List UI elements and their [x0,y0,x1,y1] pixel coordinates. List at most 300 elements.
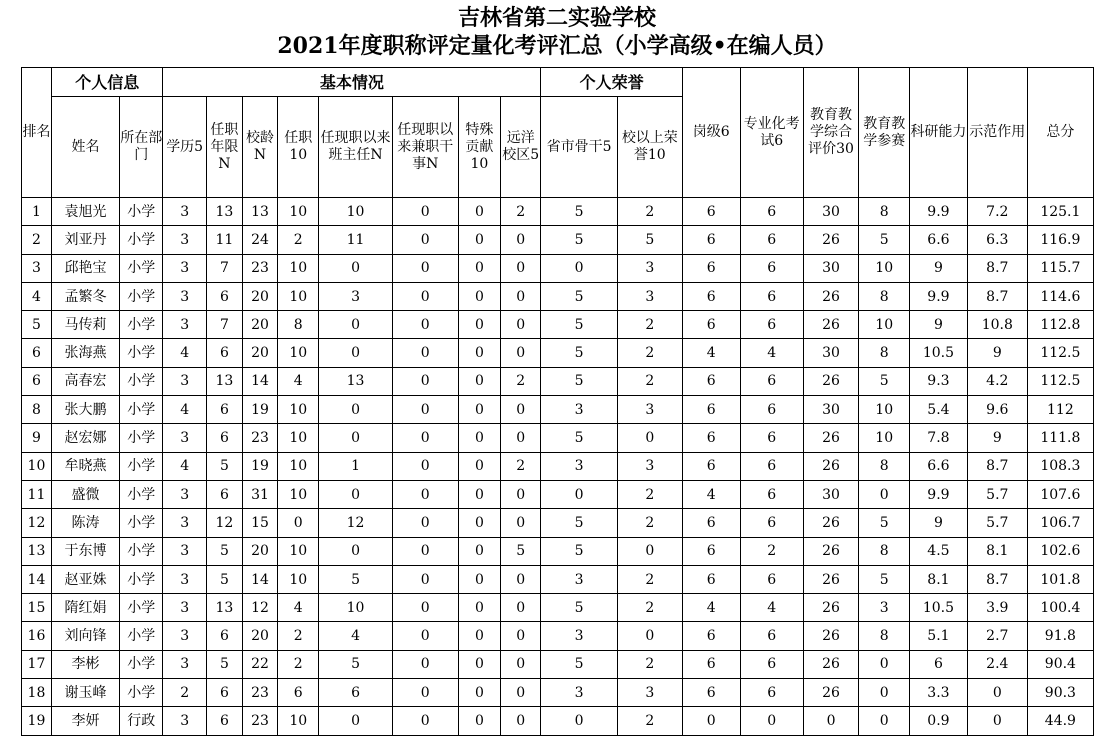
table-cell: 行政 [120,707,163,735]
table-cell: 4.2 [967,367,1027,395]
table-row [22,226,1094,254]
table-cell: 8 [859,452,910,480]
table-cell: 5 [541,226,617,254]
table-cell: 26 [803,679,859,707]
table-cell: 5 [541,367,617,395]
table-cell: 10 [859,424,910,452]
col-header-level: 岗级6 [682,68,740,198]
table-cell: 0 [501,254,541,282]
table-cell: 112.8 [1027,311,1093,339]
table-cell: 3 [617,679,682,707]
table-cell: 6 [682,424,740,452]
table-cell: 0 [458,311,500,339]
table-row [22,367,1094,395]
table-cell: 2 [617,339,682,367]
table-cell: 19 [22,707,52,735]
table-cell: 15 [22,594,52,622]
table-cell: 0 [392,622,458,650]
table-cell: 5 [501,537,541,565]
table-cell: 4 [682,480,740,508]
table-row [22,594,1094,622]
table-cell: 6 [682,254,740,282]
col-header-headteacher: 任现职以来班主任N [319,97,392,198]
table-cell: 0 [501,282,541,310]
table-cell: 3.9 [967,594,1027,622]
table-cell: 6.3 [967,226,1027,254]
table-cell: 2.7 [967,622,1027,650]
table-cell: 10 [22,452,52,480]
table-cell: 0 [617,424,682,452]
table-cell: 5 [541,198,617,226]
table-cell: 6 [206,339,242,367]
col-header-backbone: 省市骨干5 [541,97,617,198]
table-cell: 6 [740,311,803,339]
table-cell: 0 [392,650,458,678]
table-cell: 0 [859,707,910,735]
table-cell: 8 [22,396,52,424]
table-cell: 0 [967,707,1027,735]
table-cell: 小学 [120,594,163,622]
table-cell: 116.9 [1027,226,1093,254]
table-cell: 91.8 [1027,622,1093,650]
table-cell: 6 [740,226,803,254]
table-cell: 20 [242,311,277,339]
table-cell: 4 [319,622,392,650]
table-cell: 6 [740,509,803,537]
table-cell: 2 [501,452,541,480]
col-header-schoolhonor: 校以上荣誉10 [617,97,682,198]
table-cell: 0 [458,565,500,593]
table-cell: 6 [22,339,52,367]
table-cell: 0 [967,679,1027,707]
table-cell: 6 [740,480,803,508]
table-cell: 0 [458,339,500,367]
table-cell: 3 [163,198,206,226]
table-cell: 6 [910,650,968,678]
table-cell: 5 [22,311,52,339]
table-cell: 0 [392,254,458,282]
table-cell: 3 [541,452,617,480]
table-cell: 3.3 [910,679,968,707]
table-cell: 3 [163,509,206,537]
table-cell: 18 [22,679,52,707]
table-cell: 1 [22,198,52,226]
table-cell: 4 [682,594,740,622]
table-cell: 2 [501,198,541,226]
table-cell: 10 [278,707,319,735]
table-cell: 小学 [120,311,163,339]
table-cell: 6 [682,679,740,707]
table-cell: 0 [458,679,500,707]
table-cell: 20 [242,282,277,310]
table-cell: 6 [682,452,740,480]
table-cell: 3 [319,282,392,310]
table-cell: 0 [458,424,500,452]
table-cell: 陈涛 [51,509,119,537]
table-cell: 6 [206,707,242,735]
table-cell: 0 [617,622,682,650]
table-cell: 13 [242,198,277,226]
table-cell: 0 [458,594,500,622]
table-cell: 0 [392,480,458,508]
table-cell: 4 [682,339,740,367]
table-cell: 6 [682,622,740,650]
table-cell: 31 [242,480,277,508]
table-cell: 5 [541,311,617,339]
col-header-parttime: 任现职以来兼职干事N [392,97,458,198]
table-cell: 8.7 [967,282,1027,310]
table-cell: 5 [319,565,392,593]
table-cell: 112.5 [1027,367,1093,395]
table-cell: 10 [278,198,319,226]
table-cell: 12 [319,509,392,537]
table-cell: 26 [803,509,859,537]
table-cell: 0 [541,707,617,735]
table-cell: 小学 [120,367,163,395]
table-cell: 106.7 [1027,509,1093,537]
table-cell: 9 [967,339,1027,367]
table-cell: 0 [319,396,392,424]
table-cell: 小学 [120,424,163,452]
col-header-exam: 专业化考试6 [740,68,803,198]
table-cell: 小学 [120,480,163,508]
table-cell: 3 [541,679,617,707]
table-cell: 9 [22,424,52,452]
col-header-model: 示范作用 [967,68,1027,198]
table-body [22,198,1094,736]
table-cell: 2 [278,650,319,678]
col-header-total: 总分 [1027,68,1093,198]
table-cell: 0 [501,339,541,367]
table-cell: 盛微 [51,480,119,508]
table-cell: 9.9 [910,198,968,226]
table-cell: 小学 [120,537,163,565]
table-cell: 26 [803,452,859,480]
table-cell: 9 [910,509,968,537]
table-cell: 19 [242,452,277,480]
document-subtitle: 2021年度职称评定量化考评汇总（小学高级•在编人员） [277,33,837,59]
table-cell: 0 [458,367,500,395]
table-cell: 于东博 [51,537,119,565]
table-cell: 10 [278,254,319,282]
table-cell: 5 [206,537,242,565]
table-row [22,679,1094,707]
table-cell: 2 [278,226,319,254]
table-cell: 10 [278,480,319,508]
table-cell: 小学 [120,198,163,226]
table-cell: 张大鹏 [51,396,119,424]
table-cell: 3 [541,565,617,593]
table-cell: 0 [392,282,458,310]
table-cell: 10.5 [910,339,968,367]
table-cell: 5 [859,509,910,537]
table-cell: 0 [392,509,458,537]
table-cell: 0 [458,282,500,310]
table-cell: 6 [206,679,242,707]
table-cell: 0 [541,480,617,508]
table-cell: 26 [803,537,859,565]
group-basic-info: 基本情况 [163,68,541,97]
table-cell: 10 [278,565,319,593]
table-row [22,339,1094,367]
table-row [22,282,1094,310]
table-cell: 0 [319,707,392,735]
table-cell: 13 [22,537,52,565]
table-cell: 6 [206,622,242,650]
table-cell: 3 [617,452,682,480]
table-cell: 10.5 [910,594,968,622]
table-cell: 6 [740,679,803,707]
table-cell: 23 [242,254,277,282]
table-cell: 张海燕 [51,339,119,367]
table-cell: 0 [458,650,500,678]
table-cell: 13 [319,367,392,395]
table-cell: 0 [319,480,392,508]
table-cell: 12 [206,509,242,537]
table-cell: 2 [617,311,682,339]
table-cell: 12 [242,594,277,622]
table-cell: 小学 [120,339,163,367]
table-cell: 2 [617,707,682,735]
table-cell: 3 [163,311,206,339]
table-cell: 0 [541,254,617,282]
table-cell: 0 [501,396,541,424]
table-cell: 小学 [120,282,163,310]
table-cell: 4.5 [910,537,968,565]
table-cell: 0 [859,679,910,707]
col-header-campus: 远洋校区5 [501,97,541,198]
table-cell: 10 [278,424,319,452]
table-row [22,650,1094,678]
table-cell: 0 [501,480,541,508]
table-cell: 8 [859,282,910,310]
table-cell: 125.1 [1027,198,1093,226]
table-cell: 6 [278,679,319,707]
col-header-contest: 教育教学参赛 [859,68,910,198]
table-cell: 5 [541,282,617,310]
table-cell: 5.7 [967,509,1027,537]
table-cell: 2 [617,509,682,537]
table-cell: 4 [740,594,803,622]
table-cell: 5 [541,650,617,678]
table-cell: 6 [740,198,803,226]
table-cell: 李妍 [51,707,119,735]
table-cell: 5.4 [910,396,968,424]
table-cell: 8.7 [967,452,1027,480]
table-cell: 刘向锋 [51,622,119,650]
table-cell: 3 [163,226,206,254]
table-cell: 107.6 [1027,480,1093,508]
table-cell: 0 [392,537,458,565]
table-cell: 14 [242,565,277,593]
table-cell: 3 [859,594,910,622]
table-cell: 5 [319,650,392,678]
table-cell: 11 [22,480,52,508]
table-cell: 2 [501,367,541,395]
table-cell: 谢玉峰 [51,679,119,707]
table-cell: 16 [22,622,52,650]
table-cell: 0 [319,424,392,452]
table-cell: 0 [617,537,682,565]
table-cell: 0 [458,622,500,650]
table-cell: 0 [319,339,392,367]
table-cell: 6 [682,509,740,537]
table-cell: 0 [458,254,500,282]
table-cell: 3 [617,396,682,424]
table-cell: 0 [501,707,541,735]
table-cell: 111.8 [1027,424,1093,452]
table-cell: 0 [501,650,541,678]
table-row [22,565,1094,593]
table-cell: 115.7 [1027,254,1093,282]
table-cell: 4 [278,367,319,395]
table-row [22,622,1094,650]
table-cell: 13 [206,198,242,226]
table-cell: 8 [278,311,319,339]
table-cell: 5 [541,339,617,367]
table-cell: 0 [501,679,541,707]
table-cell: 23 [242,424,277,452]
table-cell: 3 [163,650,206,678]
col-header-post: 任职10 [278,97,319,198]
table-cell: 3 [163,480,206,508]
table-cell: 2 [617,650,682,678]
table-cell: 9 [967,424,1027,452]
table-cell: 3 [541,396,617,424]
table-cell: 6 [682,650,740,678]
table-cell: 刘亚丹 [51,226,119,254]
table-cell: 0 [458,396,500,424]
table-cell: 赵亚姝 [51,565,119,593]
table-cell: 8 [859,339,910,367]
table-cell: 8.1 [967,537,1027,565]
table-cell: 2 [617,198,682,226]
table-cell: 牟晓燕 [51,452,119,480]
table-cell: 7.2 [967,198,1027,226]
col-header-special: 特殊贡献10 [458,97,500,198]
table-cell: 0 [458,537,500,565]
table-cell: 2 [617,565,682,593]
table-cell: 6 [740,650,803,678]
col-header-years: 任职年限N [206,97,242,198]
table-cell: 0 [458,226,500,254]
table-cell: 12 [22,509,52,537]
table-cell: 3 [163,424,206,452]
table-cell: 0 [859,650,910,678]
table-cell: 0 [392,594,458,622]
table-cell: 6 [206,424,242,452]
table-cell: 6 [206,396,242,424]
table-cell: 0 [501,226,541,254]
table-cell: 7 [206,311,242,339]
table-cell: 5 [541,594,617,622]
table-cell: 4 [278,594,319,622]
table-cell: 90.4 [1027,650,1093,678]
table-cell: 小学 [120,254,163,282]
col-header-edu: 学历5 [163,97,206,198]
table-cell: 23 [242,679,277,707]
table-cell: 17 [22,650,52,678]
table-cell: 5.7 [967,480,1027,508]
table-cell: 26 [803,565,859,593]
table-cell: 30 [803,339,859,367]
table-row [22,480,1094,508]
table-cell: 0 [392,198,458,226]
table-cell: 8.7 [967,565,1027,593]
table-cell: 3 [163,282,206,310]
table-cell: 6 [206,480,242,508]
table-cell: 20 [242,339,277,367]
table-cell: 26 [803,367,859,395]
table-cell: 3 [22,254,52,282]
table-cell: 8.7 [967,254,1027,282]
table-cell: 2 [617,367,682,395]
table-cell: 6 [740,282,803,310]
table-cell: 0 [501,424,541,452]
table-cell: 7 [206,254,242,282]
table-cell: 2.4 [967,650,1027,678]
table-row [22,254,1094,282]
table-row [22,424,1094,452]
table-cell: 6 [682,396,740,424]
table-cell: 4 [163,452,206,480]
table-cell: 0 [319,537,392,565]
table-cell: 3 [163,537,206,565]
table-cell: 5.1 [910,622,968,650]
document-title: 吉林省第二实验学校 [457,5,656,31]
table-cell: 0 [392,679,458,707]
table-cell: 26 [803,226,859,254]
table-cell: 44.9 [1027,707,1093,735]
table-cell: 8.1 [910,565,968,593]
table-cell: 0 [319,254,392,282]
table-cell: 0 [319,311,392,339]
table-cell: 5 [541,424,617,452]
table-cell: 2 [617,594,682,622]
table-cell: 0.9 [910,707,968,735]
table-cell: 高春宏 [51,367,119,395]
table-cell: 22 [242,650,277,678]
table-cell: 0 [501,594,541,622]
table-cell: 0 [392,565,458,593]
table-cell: 小学 [120,565,163,593]
table-row [22,198,1094,226]
table-cell: 2 [22,226,52,254]
table-cell: 5 [206,565,242,593]
table-cell: 邱艳宝 [51,254,119,282]
table-cell: 24 [242,226,277,254]
table-cell: 6.6 [910,226,968,254]
group-personal-honor: 个人荣誉 [541,68,682,97]
table-cell: 6 [740,254,803,282]
table-cell: 6 [319,679,392,707]
table-cell: 小学 [120,452,163,480]
table-cell: 5 [206,452,242,480]
table-cell: 100.4 [1027,594,1093,622]
table-cell: 7.8 [910,424,968,452]
score-table [21,67,1094,736]
table-row [22,452,1094,480]
table-cell: 0 [278,509,319,537]
table-cell: 6 [740,565,803,593]
table-cell: 14 [22,565,52,593]
table-cell: 26 [803,282,859,310]
table-cell: 小学 [120,622,163,650]
table-cell: 1 [319,452,392,480]
table-cell: 10.8 [967,311,1027,339]
table-cell: 6 [682,198,740,226]
table-cell: 6 [206,282,242,310]
